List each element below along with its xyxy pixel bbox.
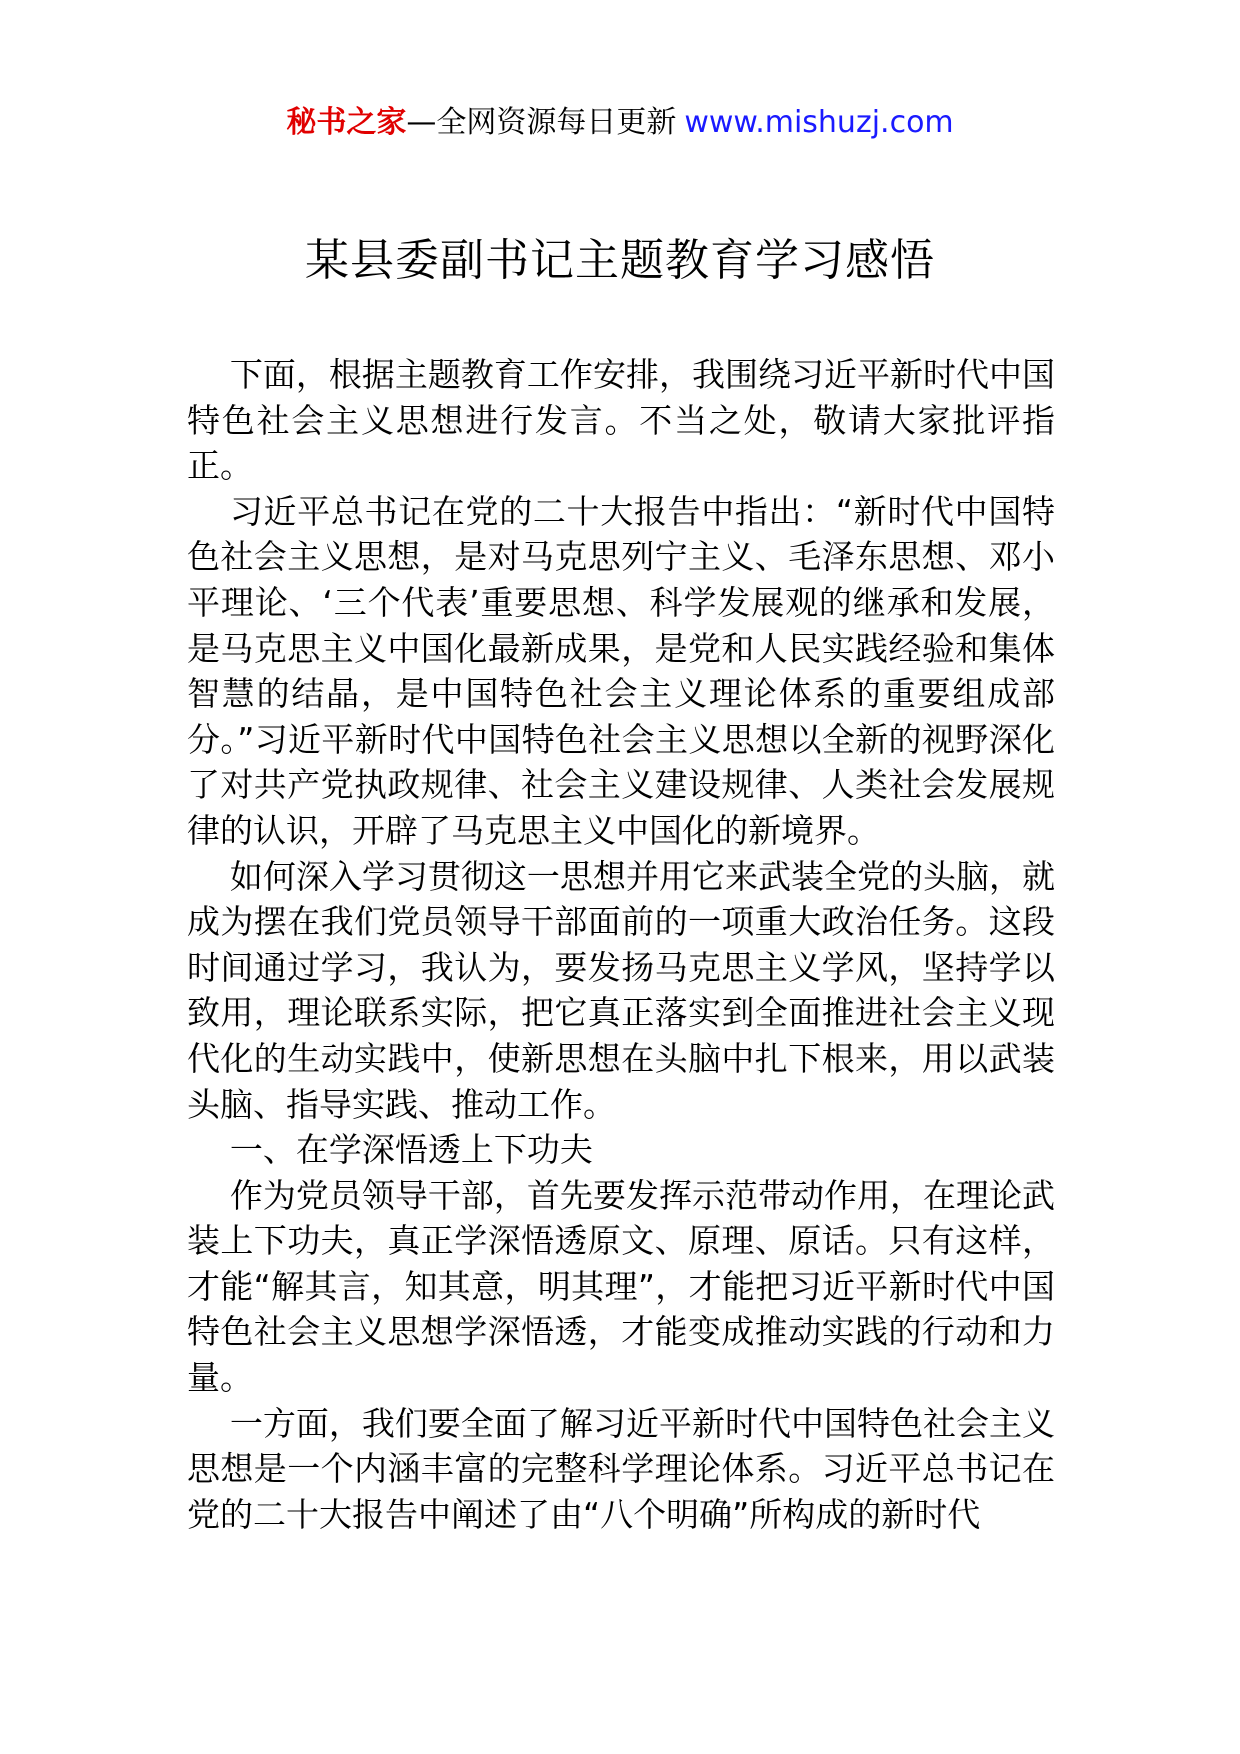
site-url-link[interactable]: www.mishuzj.com <box>684 105 954 140</box>
site-brand: 秘书之家 <box>286 105 407 140</box>
paragraph: 下面，根据主题教育工作安排，我围绕习近平新时代中国特色社会主义思想进行发言。不当之处，敬请大家批评指正。 <box>187 355 1055 486</box>
document-title: 某县委副书记主题教育学习感悟 <box>305 235 935 286</box>
paragraph: 如何深入学习贯彻这一思想并用它来武装全党的头脑，就成为摆在我们党员领导干部面前的一项重大政治任务。这段时间通过学习，我认为，要发扬马克思主义学风，坚持学以致用，理论联系实际，把它真正落实到全面推进社会主义现代化的生动实践中，使新思想在头脑中扎下根来，用以武装头脑、指导实践、推动工作。 <box>187 856 1055 1124</box>
paragraph: 一方面，我们要全面了解习近平新时代中国特色社会主义思想是一个内涵丰富的完整科学理论体系。习近平总书记在党的二十大报告中阐述了由“八个明确”所构成的新时代 <box>187 1403 1055 1534</box>
section-heading: 一、在学深悟透上下功夫 <box>229 1130 593 1170</box>
site-header <box>0 103 1240 143</box>
paragraph: 习近平总书记在党的二十大报告中指出：“新时代中国特色社会主义思想，是对马克思列宁主义、毛泽东思想、邓小平理论、‘三个代表’重要思想、科学发展观的继承和发展，是马克思主义中国化最新成果，是党和人民实践经验和集体智慧的结晶，是中国特色社会主义理论体系的重要组成部分。”习近平新时代中国特色社会主义思想以全新的视野深化了对共产党执政规律、社会主义建设规律、人类社会发展规律的认识，开辟了马克思主义中国化的新境界。 <box>187 491 1055 850</box>
document-body <box>187 352 1055 1537</box>
paragraph: 作为党员领导干部，首先要发挥示范带动作用，在理论武装上下功夫，真正学深悟透原文、原理、原话。只有这样，才能“解其言，知其意，明其理”，才能把习近平新时代中国特色社会主义思想学深悟透，才能变成推动实践的行动和力量。 <box>187 1175 1055 1398</box>
site-slogan: —全网资源每日更新 <box>406 105 677 140</box>
